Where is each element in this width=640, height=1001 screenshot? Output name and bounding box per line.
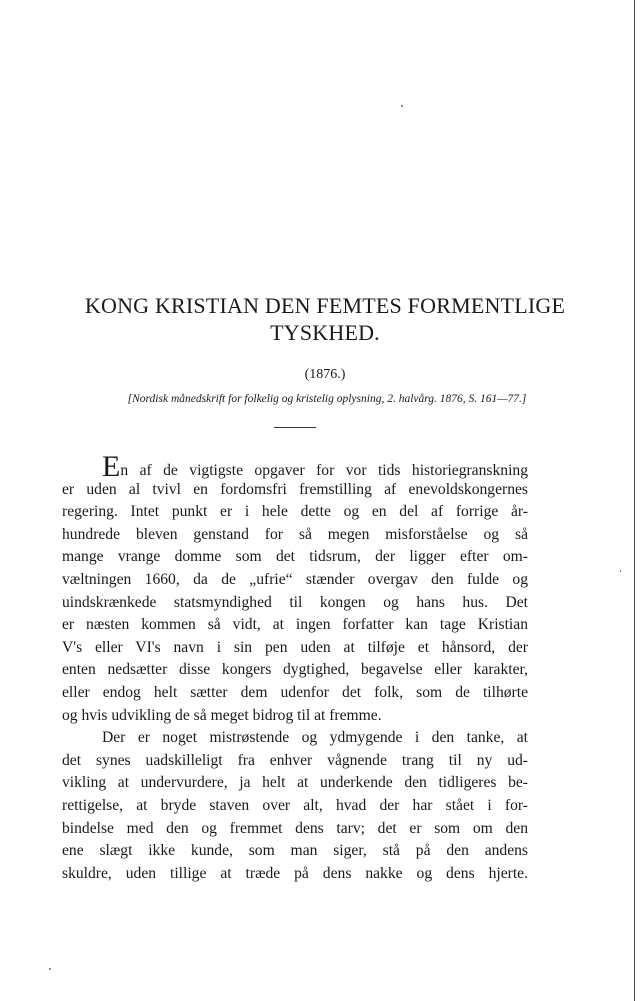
page-edge-line — [634, 0, 635, 1001]
paragraph-1-first-line-text: n af de vigtigste opgaver for vor tids historiegranskning — [120, 462, 528, 479]
text-line: rettigelse, at bryde staven over alt, hvad der har stået i for- — [62, 796, 528, 814]
text-line: skuldre, uden tillige at træde på dens nakke og dens hjerte. — [62, 864, 528, 882]
source-citation: [Nordisk månedskrift for folkelig og kristelig oplysning, 2. halvårg. 1876, S. 161—77.] — [127, 393, 527, 405]
text-line: og hvis udvikling de så meget bidrog til at fremme. — [62, 706, 382, 724]
text-line: mange vrange domme som det tidsrum, der ligger efter om- — [62, 548, 528, 566]
text-line: det synes uadskilleligt fra enhver vågnende trang til ny ud- — [62, 751, 528, 769]
text-line: eller endog helt sætter dem udenfor det folk, som de tilhørte — [62, 683, 528, 701]
text-line: enten nedsætter disse kongers dygtighed, begavelse eller karakter, — [62, 661, 528, 679]
paragraph-1-line-1 — [62, 450, 528, 483]
text-line: vikling at undervurdere, ja helt at underkende den tidligeres be- — [62, 774, 528, 792]
paper-speck — [401, 105, 403, 107]
text-line: ene slægt ikke kunde, som man siger, stå på den andens — [62, 842, 528, 860]
text-line: bindelse med den og fremmet dens tarv; det er som om den — [62, 819, 528, 837]
text-line: Der er noget mistrøstende og ydmygende i den tanke, at — [102, 729, 528, 747]
text-line: V's eller VI's navn i sin pen uden at tilføje et hånsord, der — [62, 638, 528, 656]
text-line: uindskrænkede statsmyndighed til kongen og hans hus. Det — [62, 593, 528, 611]
text-line: regering. Intet punkt er i hele dette og en del af forrige år- — [62, 503, 528, 521]
text-line: væltningen 1660, da de „ufrie“ stænder overgav den fulde og — [62, 570, 528, 588]
paper-speck — [49, 968, 51, 970]
paper-speck — [620, 570, 621, 572]
title-divider-rule — [274, 427, 316, 428]
body-text — [62, 450, 528, 885]
chapter-title-line-2: TYSKHED. — [270, 320, 380, 345]
text-line: er næsten kommen så vidt, at ingen forfatter kan tage Kristian — [62, 616, 528, 634]
chapter-year: (1876.) — [304, 367, 346, 382]
drop-cap: E — [102, 450, 121, 483]
text-line: hundrede bleven genstand for så megen misforståelse og så — [62, 525, 528, 543]
chapter-title-line-1: KONG KRISTIAN DEN FEMTES FORMENTLIGE — [84, 293, 566, 318]
text-line: er uden al tvivl en fordomsfri fremstilling af enevoldskongernes — [62, 480, 528, 498]
